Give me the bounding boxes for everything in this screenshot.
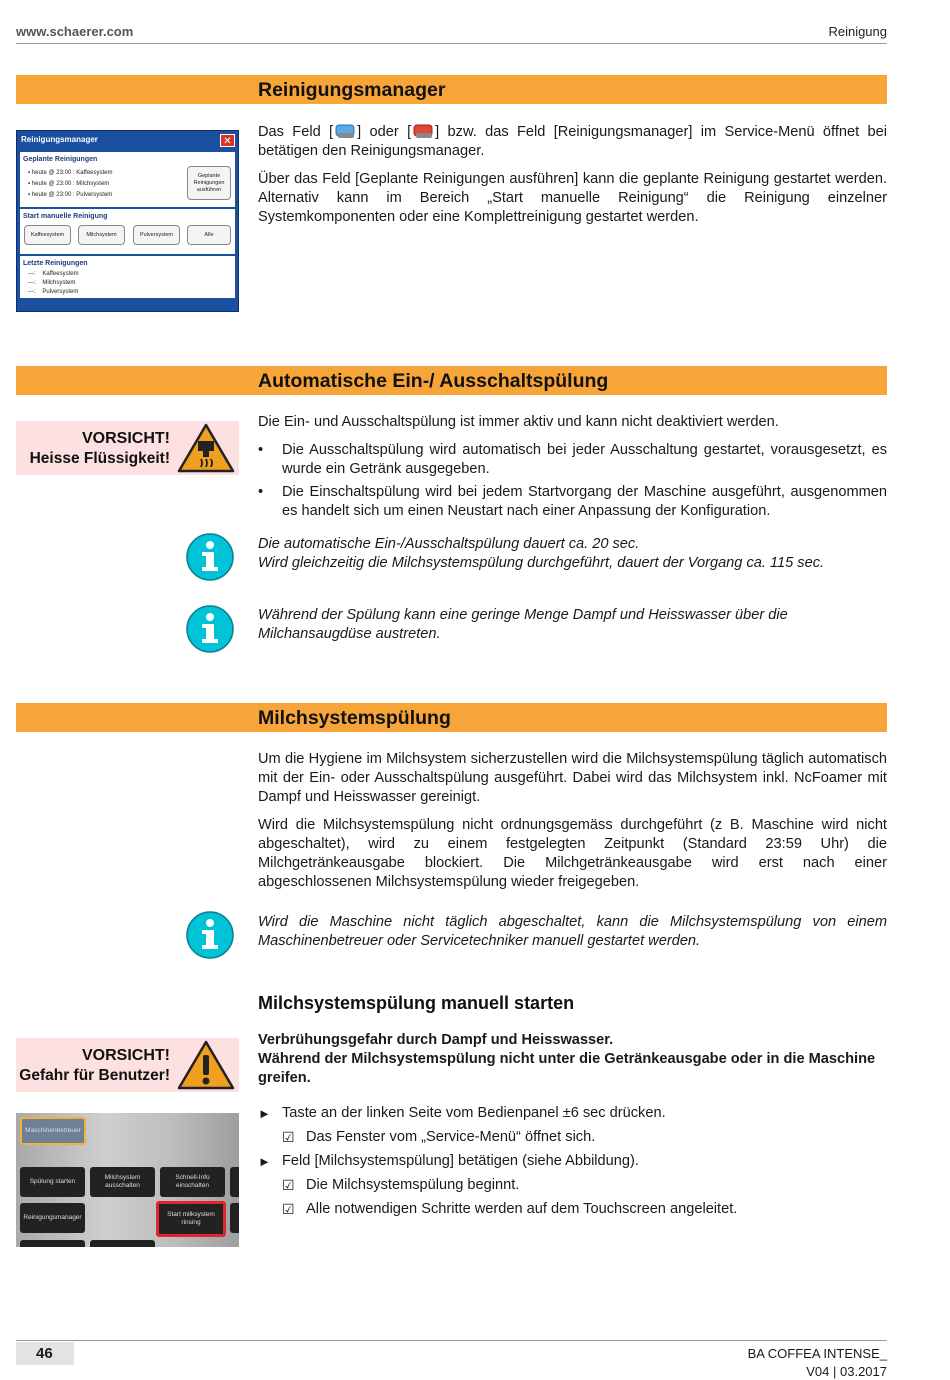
list-item: ▪ heute @ 23:00 : Kaffeesystem [28, 170, 113, 176]
paragraph: Das Feld [ ] oder [ ] bzw. das Feld [Reinigungsmanager] im Service-Menü öffnet bei betätigen den Reinigungsmanager. [258, 124, 887, 159]
footer-document-info [748, 1345, 887, 1380]
screenshot-service-menu [16, 1113, 239, 1247]
info-icon [185, 532, 235, 582]
section-text-reinigungsmanager [258, 123, 887, 236]
warning-line: Verbrühungsgefahr durch Dampf und Heisswasser. [258, 1032, 614, 1048]
window-title: Reinigungsmanager [21, 135, 98, 144]
cleaning-alert-icon [411, 123, 435, 139]
list-item: • Die Einschaltspülung wird bei jedem Startvorgang der Maschine ausgeführt, ausgenommen es handelt sich um einen Neustart nach einer Anpassung der Konfiguration. [258, 483, 887, 521]
section-title: Milchsystemspülung [258, 707, 451, 729]
info-icon [185, 910, 235, 960]
step-item: ► Feld [Milchsystemspülung] betätigen (siehe Abbildung). [258, 1153, 639, 1169]
paragraph: Wird die Milchsystemspülung nicht ordnungsgemäss durchgeführt (z B. Maschine wird nicht abgeschaltet), wird zu einem festgelegten Zeitpunkt (Standard 23:59 Uhr) die Milchgetränkeausgabe blockiert. Die Milchgetränkeausgabe wird erst nach einer abgeschlossenen Milchsystemspülung wieder freigegeben. [258, 817, 887, 890]
paragraph: Die Ein- und Ausschaltspülung ist immer aktiv und kann nicht deaktiviert werden. [258, 414, 779, 430]
milchsystem-ausschalten-button[interactable]: Milchsystem ausschalten [90, 1167, 155, 1197]
warning-text-bold [258, 1031, 887, 1088]
note-line: Die automatische Ein-/Ausschaltspülung dauert ca. 20 sec. [258, 536, 640, 552]
maschinenbetreuer-button[interactable]: Maschinenbetreuer [20, 1117, 86, 1145]
arrow-right-icon: ► [258, 1154, 271, 1169]
pulversystem-button[interactable]: Pulversystem [133, 225, 180, 245]
step-item: ► Taste an der linken Seite vom Bedienpanel ±6 sec drücken. [258, 1105, 666, 1121]
milchsystem-button[interactable]: Milchsystem [78, 225, 125, 245]
partial-button[interactable] [20, 1240, 85, 1247]
checkbox-icon: ☑ [282, 1177, 295, 1193]
result-item: ☑ Die Milchsystemspülung beginnt. [282, 1177, 520, 1193]
panel-letzte [20, 256, 235, 298]
paragraph: Um die Hygiene im Milchsystem sicherzustellen wird die Milchsystemspülung täglich automatisch mit der Ein- oder Ausschaltspülung ausgeführt. Dabei wird das Milchsystem inkl. NcFoamer mit Dampf und Heisswasser gereinigt. [258, 751, 887, 805]
section-title: Reinigungsmanager [258, 79, 446, 101]
footer-divider [16, 1340, 887, 1341]
list-item: ▪ heute @ 23:00 : Pulversystem [28, 192, 113, 198]
note-line: Wird gleichzeitig die Milchsystemspülung durchgeführt, dauert der Vorgang ca. 115 sec. [258, 555, 825, 571]
reinigungsmanager-button[interactable]: Reinigungsmanager [20, 1203, 85, 1233]
header-chapter: Reinigung [828, 24, 887, 39]
geplante-reinigungen-button[interactable]: Geplante Reinigungen ausführen [187, 166, 231, 200]
panel-title: Geplante Reinigungen [23, 156, 98, 163]
doc-title: BA COFFEA INTENSE_ [747, 1346, 887, 1361]
checkbox-icon: ☑ [282, 1129, 295, 1145]
list-item: ---: Kaffeesystem [28, 271, 79, 277]
partial-button[interactable] [90, 1240, 155, 1247]
section-text-milchsystemspuelung [258, 750, 887, 901]
cleaning-button-icon [333, 123, 357, 139]
close-icon[interactable]: ✕ [220, 134, 235, 147]
section-bar-milchsystemspuelung [16, 703, 887, 732]
alle-button[interactable]: Alle [187, 225, 231, 245]
page-number: 46 [16, 1342, 74, 1365]
header-website[interactable]: www.schaerer.com [16, 24, 134, 39]
warning-title: VORSICHT! [82, 430, 170, 447]
doc-version: V04 | 03.2017 [806, 1364, 887, 1379]
partial-button[interactable] [230, 1203, 239, 1233]
screenshot-reinigungsmanager [16, 130, 239, 312]
warning-box-hot-liquid [16, 421, 239, 475]
section-bar-reinigungsmanager [16, 75, 887, 104]
section-title: Automatische Ein-/ Ausschaltspülung [258, 370, 609, 392]
info-note-steam: Während der Spülung kann eine geringe Menge Dampf und Heisswasser über die Milchansaugdüse austreten. [258, 607, 788, 642]
info-note-duration [258, 535, 887, 573]
spuelung-starten-button[interactable]: Spülung starten [20, 1167, 85, 1197]
paragraph: Über das Feld [Geplante Reinigungen ausführen] kann die geplante Reinigung gestartet werden. Alternativ kann im Bereich „Start manuelle Reinigung“ die Reinigung einzelner Systemkomponenten oder eine Komplettreinigung gestartet werden. [258, 171, 887, 225]
warning-title: VORSICHT! [82, 1047, 170, 1064]
hot-liquid-warning-icon [177, 423, 235, 473]
panel-title: Letzte Reinigungen [23, 260, 88, 267]
section-text-ausschaltspuelung [258, 413, 887, 525]
warning-subtitle: Heisse Flüssigkeit! [29, 450, 170, 467]
panel-manual [20, 209, 235, 254]
subsection-title: Milchsystemspülung manuell starten [258, 993, 575, 1013]
list-item: • Die Ausschaltspülung wird automatisch bei jeder Ausschaltung gestartet, vorausgesetzt, es wurde ein Getränk ausgegeben. [258, 441, 887, 479]
exclamation-warning-icon [177, 1040, 235, 1090]
result-item: ☑ Alle notwendigen Schritte werden auf dem Touchscreen angeleitet. [282, 1201, 738, 1217]
warning-box-user-danger [16, 1038, 239, 1092]
panel-title: Start manuelle Reinigung [23, 213, 108, 220]
partial-button[interactable] [230, 1167, 239, 1197]
instruction-steps [258, 1104, 887, 1224]
checkbox-icon: ☑ [282, 1201, 295, 1217]
start-milksystem-rinsing-button[interactable]: Start milksystem rinsing [156, 1201, 226, 1237]
section-bar-ausschaltspuelung [16, 366, 887, 395]
panel-geplante [20, 152, 235, 207]
warning-subtitle: Gefahr für Benutzer! [19, 1067, 170, 1084]
list-item: ---: Milchsystem [28, 280, 76, 286]
info-icon [185, 604, 235, 654]
schnell-info-button[interactable]: Schnell-Info einschalten [160, 1167, 225, 1197]
list-item: ---: Pulversystem [28, 289, 79, 295]
kaffeesystem-button[interactable]: Kaffeesystem [24, 225, 71, 245]
arrow-right-icon: ► [258, 1106, 271, 1121]
list-item: ▪ heute @ 23:00 : Milchsystem [28, 181, 110, 187]
warning-line: Während der Milchsystemspülung nicht unter die Getränkeausgabe oder in die Maschine greifen. [258, 1051, 876, 1086]
info-note-manual: Wird die Maschine nicht täglich abgeschaltet, kann die Milchsystemspülung von einem Maschinenbetreuer oder Servicetechniker manuell gestartet werden. [258, 914, 887, 949]
result-item: ☑ Das Fenster vom „Service-Menü“ öffnet sich. [282, 1129, 596, 1145]
header-divider [16, 43, 887, 44]
